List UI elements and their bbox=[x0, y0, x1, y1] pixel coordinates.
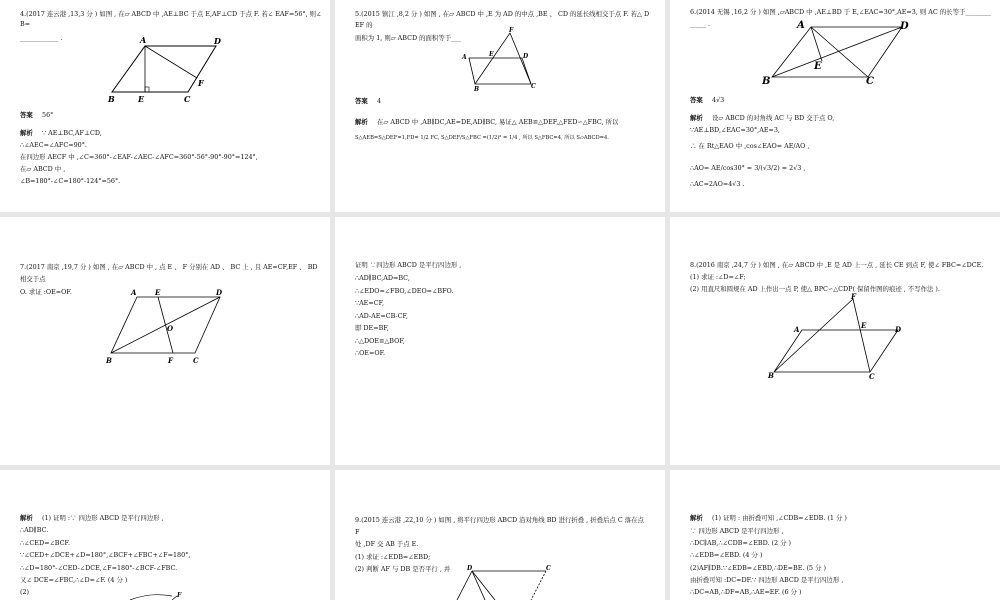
point-label: E bbox=[489, 51, 494, 58]
point-label: C bbox=[193, 356, 199, 365]
problem-5-panel bbox=[335, 0, 665, 212]
explanation-line: (2)AF∥DB.∵∠EDB=∠EBD,∴DE=BE. (5 分 ) bbox=[690, 564, 826, 572]
answer-label: 答案 bbox=[355, 97, 368, 105]
question-text: 相交于点 bbox=[20, 275, 46, 283]
point-label: C bbox=[866, 76, 874, 87]
explanation-line: ∵∠CED+∠DCE+∠D=180°,∠BCF+∠FBC+∠F=180°, bbox=[20, 551, 191, 559]
point-label: A bbox=[131, 288, 137, 297]
explanation-line: ∴∠D=180°-∠CED-∠DCE,∠F=180°-∠BCF-∠FBC. bbox=[20, 564, 178, 572]
point-label: B bbox=[106, 356, 112, 365]
solution-8-panel bbox=[0, 470, 330, 600]
question-text: B= bbox=[20, 20, 31, 28]
point-label: A bbox=[797, 20, 805, 31]
point-label: C bbox=[546, 565, 551, 572]
parallelogram-figure bbox=[0, 217, 330, 465]
explanation-line: ∵AE⊥BD,∠EAC=30°,AE=3, bbox=[690, 126, 780, 134]
answer-blank: ____________ . bbox=[20, 34, 63, 42]
proof-line: 即 DE=BF, bbox=[355, 324, 389, 332]
question-text: _____ . bbox=[690, 20, 711, 28]
question-text: 面积为 1, 则▱ ABCD 的面积等于___ bbox=[355, 34, 461, 42]
answer-value: 4√3 bbox=[712, 96, 725, 104]
point-label: E bbox=[138, 94, 145, 104]
explanation-line: ∴∠AEC=∠AFC=90°. bbox=[20, 141, 87, 149]
explanation-label: 解析 bbox=[20, 129, 33, 137]
proof-line: ∴∠EDO=∠FBO,∠DEO=∠BFO. bbox=[355, 287, 454, 295]
question-text: 处 ,DF 交 AB 于点 E. bbox=[355, 540, 419, 548]
parallelogram-figure bbox=[335, 0, 665, 212]
point-label: E bbox=[861, 321, 867, 330]
question-text: (2) 判断 AF 与 DB 是否平行 , 并 bbox=[355, 565, 451, 573]
explanation-line: ∴ 在 Rt△EAO 中 ,cos∠EAO= AE/AO , bbox=[690, 142, 810, 150]
question-text: (1) 求证 :∠D=∠F; bbox=[690, 273, 746, 281]
point-label: C bbox=[869, 372, 875, 381]
explanation-line: ∴AD∥BC. bbox=[20, 526, 49, 534]
question-text: 8.(2016 南京 ,24,7 分 ) 如图 , 在▱ ABCD 中 ,E 是 AD 上一点 , 延长 CE 到点 F, 使∠ FBC=∠DCE. bbox=[690, 261, 984, 269]
explanation-label: 解析 bbox=[20, 514, 33, 522]
point-label: F bbox=[168, 356, 173, 365]
problem-4-panel bbox=[0, 0, 330, 212]
explanation-line: 由折叠可知 :DC=DF.∵ 四边形 ABCD 是平行四边形 , bbox=[690, 576, 844, 584]
question-text: 6.(2014 无锡 ,16,2 分 ) 如图 ,▱ABCD 中 ,AE⊥BD 于 E,∠EAC=30°,AE=3, 则 AC 的长等于________ bbox=[690, 8, 991, 16]
question-text: 9.(2015 连云港 ,22,10 分 ) 如图 , 将平行四边形 ABCD 沿对角线 BD 进行折叠 , 折叠后点 C 落在点 bbox=[355, 516, 644, 524]
explanation-line: 在▱ ABCD 中 , bbox=[20, 165, 66, 173]
explanation-line: (1) 证明 : 由折叠可知 ,∠CDB=∠EDB. (1 分 ) bbox=[712, 514, 847, 522]
proof-line: ∴AD∥BC,AD=BC, bbox=[355, 274, 410, 282]
proof-line: ∴OE=OF. bbox=[355, 349, 386, 357]
point-label: D bbox=[214, 36, 221, 46]
proof-line: ∵AE=CF, bbox=[355, 299, 385, 307]
answer-label: 答案 bbox=[20, 111, 33, 119]
point-label: B bbox=[768, 371, 774, 380]
point-label: E bbox=[155, 288, 161, 297]
explanation-line: ∴AO= AE/cos30° = 3/(√3/2) = 2√3 , bbox=[690, 164, 806, 172]
explanation-line: (2) bbox=[20, 588, 30, 596]
explanation-line: ∴AC=2AO=4√3 . bbox=[690, 180, 745, 188]
problem-7-panel bbox=[0, 217, 330, 465]
explanation-line: ∴DC=AB,∴DF=AB,∴AE=EF. (6 分 ) bbox=[690, 588, 802, 596]
answer-label: 答案 bbox=[690, 96, 703, 104]
solution-9-panel bbox=[670, 470, 1000, 600]
explanation-line: ∠B=180°-∠C=180°-124°=56°. bbox=[20, 177, 121, 185]
explanation-label: 解析 bbox=[690, 114, 703, 122]
fold-figure bbox=[335, 470, 665, 600]
question-text: (2) 用直尺和圆规在 AD 上作出一点 P, 使△ BPC∽△CDP( 保留作图的痕迹 , 不写作法 ). bbox=[690, 285, 940, 293]
question-text: (1) 求证 :∠EDB=∠EBD; bbox=[355, 553, 431, 561]
question-text: O. 求证 :OE=OF. bbox=[20, 288, 72, 296]
point-label: O bbox=[167, 324, 174, 333]
proof-line: ∴△DOE≌△BOF, bbox=[355, 337, 405, 345]
point-label: F bbox=[851, 292, 856, 301]
explanation-line: 在▱ ABCD 中 ,AB∥DC,AE=DE,AD∥BC, 易证△ AEB≌△DEF,△FED∽△FBC, 所以 bbox=[377, 118, 619, 126]
explanation-line: ∴DC∥AB,∴∠CDB=∠EBD. (2 分 ) bbox=[690, 539, 792, 547]
explanation-line: S△AEB=S△DEF=1,FD= 1/2 FC, S△DEF/S△FBC =(1/2)² = 1/4 , 所以 S△FBC=4, 所以 S▱ABCD=4. bbox=[355, 135, 609, 141]
proof-line: 证明 ∵四边形 ABCD 是平行四边形 , bbox=[355, 261, 462, 269]
question-text: F bbox=[355, 528, 360, 536]
proof-7-panel bbox=[335, 217, 665, 465]
point-label: D bbox=[895, 325, 902, 334]
question-text: EF 的 bbox=[355, 21, 373, 29]
explanation-line: ∴∠CED=∠BCF. bbox=[20, 539, 70, 547]
proof-line: ∴AD-AE=CB-CF, bbox=[355, 312, 408, 320]
problem-9-panel bbox=[335, 470, 665, 600]
explanation-line: 在四边形 AECF 中 ,∠C=360°-∠EAF-∠AEC-∠AFC=360°-56°-90°-90°=124°, bbox=[20, 153, 258, 161]
point-label: A bbox=[794, 325, 800, 334]
question-text: 4.(2017 连云港 ,13,3 分 ) 如图 , 在▱ ABCD 中 ,AE⊥BC 于点 E,AF⊥CD 于点 F. 若∠ EAF=56°, 则∠ bbox=[20, 10, 322, 18]
point-label: B bbox=[108, 94, 115, 104]
point-label: D bbox=[467, 565, 473, 572]
point-label: B bbox=[762, 76, 771, 87]
construction-figure bbox=[0, 470, 330, 600]
point-label: A bbox=[140, 35, 147, 45]
point-label: F bbox=[509, 27, 514, 34]
explanation-line: ∵ 四边形 ABCD 是平行四边形 , bbox=[690, 527, 784, 535]
point-label: C bbox=[184, 94, 191, 104]
problem-8-panel bbox=[670, 217, 1000, 465]
parallelogram-figure bbox=[670, 217, 1000, 465]
explanation-line: 设▱ ABCD 的对角线 AC 与 BD 交于点 O, bbox=[712, 114, 835, 122]
question-text: 7.(2017 南京 ,19,7 分 ) 如图 , 在▱ ABCD 中 , 点 E 、 F 分别在 AD 、 BC 上 , 且 AE=CF,EF 、 BD bbox=[20, 263, 318, 271]
point-label: B bbox=[474, 86, 480, 93]
point-label: F bbox=[177, 592, 182, 599]
explanation-line: 又∠ DCE=∠FBC,∴∠D=∠F. (4 分 ) bbox=[20, 576, 128, 584]
explanation-label: 解析 bbox=[690, 514, 703, 522]
problem-6-panel bbox=[670, 0, 1000, 212]
question-text: 5.(2015 镇江 ,8,2 分 ) 如图 , 在▱ ABCD 中 ,E 为 AD 的中点 ,BE 、 CD 的延长线相交于点 F. 若△ D bbox=[355, 10, 650, 18]
explanation-line: ∵ AE⊥BC,AF⊥CD, bbox=[42, 129, 102, 137]
point-label: C bbox=[531, 83, 536, 90]
answer-value: 4 bbox=[377, 97, 382, 105]
explanation-line: ∴∠EDB=∠EBD. (4 分 ) bbox=[690, 551, 763, 559]
explanation-label: 解析 bbox=[355, 118, 368, 126]
explanation-line: (1) 证明 :∵ 四边形 ABCD 是平行四边形 , bbox=[42, 514, 164, 522]
point-label: D bbox=[216, 288, 223, 297]
point-label: D bbox=[900, 21, 909, 32]
answer-value: 56° bbox=[42, 111, 54, 119]
point-label: E bbox=[814, 61, 822, 72]
point-label: A bbox=[462, 54, 467, 61]
point-label: D bbox=[523, 53, 529, 60]
point-label: F bbox=[198, 78, 204, 88]
